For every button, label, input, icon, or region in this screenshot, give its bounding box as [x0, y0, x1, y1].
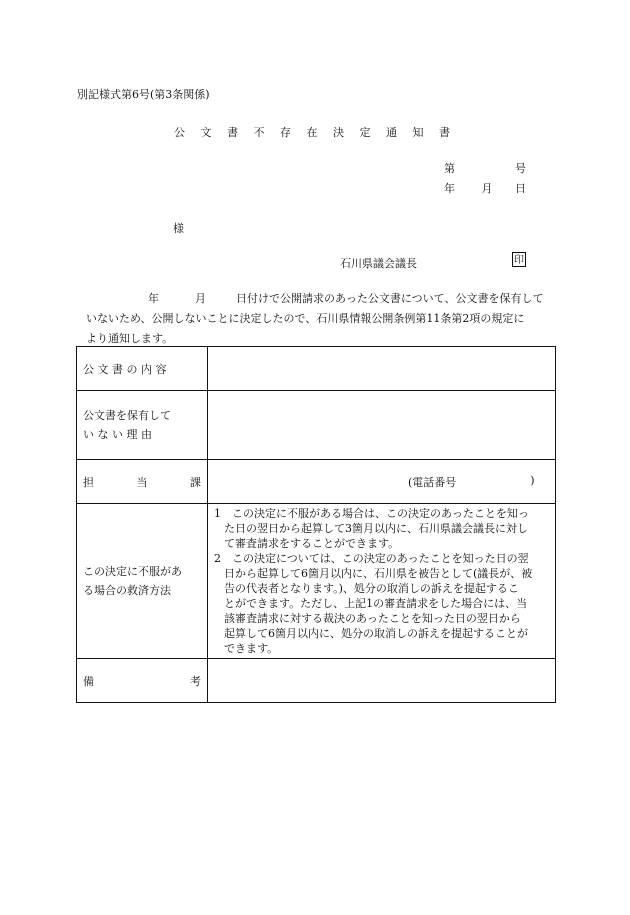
notice-body: [86, 289, 556, 349]
number-prefix: 第: [444, 162, 455, 175]
field-remedy: [208, 504, 556, 659]
row-document-content: [77, 347, 556, 391]
field-reason[interactable]: [208, 391, 556, 460]
body-month: 月: [195, 292, 206, 305]
addressee-honorific: 様: [173, 222, 184, 235]
row-remedy: [77, 504, 556, 659]
decision-table: [76, 346, 556, 703]
field-remarks[interactable]: [208, 659, 556, 703]
body-line-2: いないため、公開しないことに決定したので、石川県情報公開条例第11条第2項の規定に: [86, 312, 525, 325]
number-suffix: 号: [515, 162, 526, 175]
body-line-1-text: 日付けで公開請求のあった公文書について、公文書を保有して: [236, 292, 544, 305]
date-year: 年: [444, 182, 455, 195]
issuer-name: 石川県議会議長: [340, 257, 417, 270]
document-number-row: [444, 160, 526, 176]
body-year: 年: [148, 292, 159, 305]
row-remarks: [77, 659, 556, 703]
date-month: 月: [481, 182, 493, 195]
label-reason-line-1: 公文書を保有して: [83, 409, 171, 422]
issue-date-row: [444, 180, 526, 196]
label-remarks: 備 考: [77, 659, 208, 703]
document-title: 公 文 書 不 存 在 決 定 通 知 書: [174, 126, 456, 139]
row-section: [77, 460, 556, 504]
body-line-3: より通知します。: [86, 332, 174, 345]
label-remedy: この決定に不服があ る場合の救済方法: [77, 504, 208, 659]
remedy-item-2-line-1: 2 この決定については、この決定のあったことを知った日の翌: [214, 552, 529, 565]
remedy-text: 1 この決定に不服がある場合は、この決定のあったことを知っ た日の翌日から起算して3箇月以内に、石川県議会議長に対し て審査請求をすることができます。 2 この決定については、この決定のあったことを知った日の翌 日から起算して6箇月以内に、石川県を被告として(議長が、被 告の代表者となります。)、処分の取消しの訴えを提起するこ とができます。ただし、上記1の審査請求をした場合には、当 該審査請求に対する裁決のあったことを知った日の翌日から 起算して6箇月以内に、処分の取消しの訴えを提起することが できます。: [208, 504, 555, 658]
body-line-1: [86, 289, 556, 309]
field-document-content[interactable]: [208, 347, 556, 391]
seal-stamp: 印: [512, 252, 526, 267]
row-reason: [77, 391, 556, 460]
remedy-item-1-line-1: 1 この決定に不服がある場合は、この決定のあったことを知っ: [214, 507, 529, 520]
label-reason: [77, 391, 208, 460]
date-day: 日: [515, 182, 526, 195]
phone-number-field: (電話番号 ): [408, 473, 535, 489]
form-identifier: 別記様式第6号(第3条関係): [77, 88, 210, 101]
field-section[interactable]: [208, 460, 556, 504]
label-section: 担 当 課: [77, 460, 208, 504]
label-reason-line-2: い な い 理 由: [83, 428, 152, 441]
label-document-content: 公 文 書 の 内 容: [77, 347, 208, 391]
